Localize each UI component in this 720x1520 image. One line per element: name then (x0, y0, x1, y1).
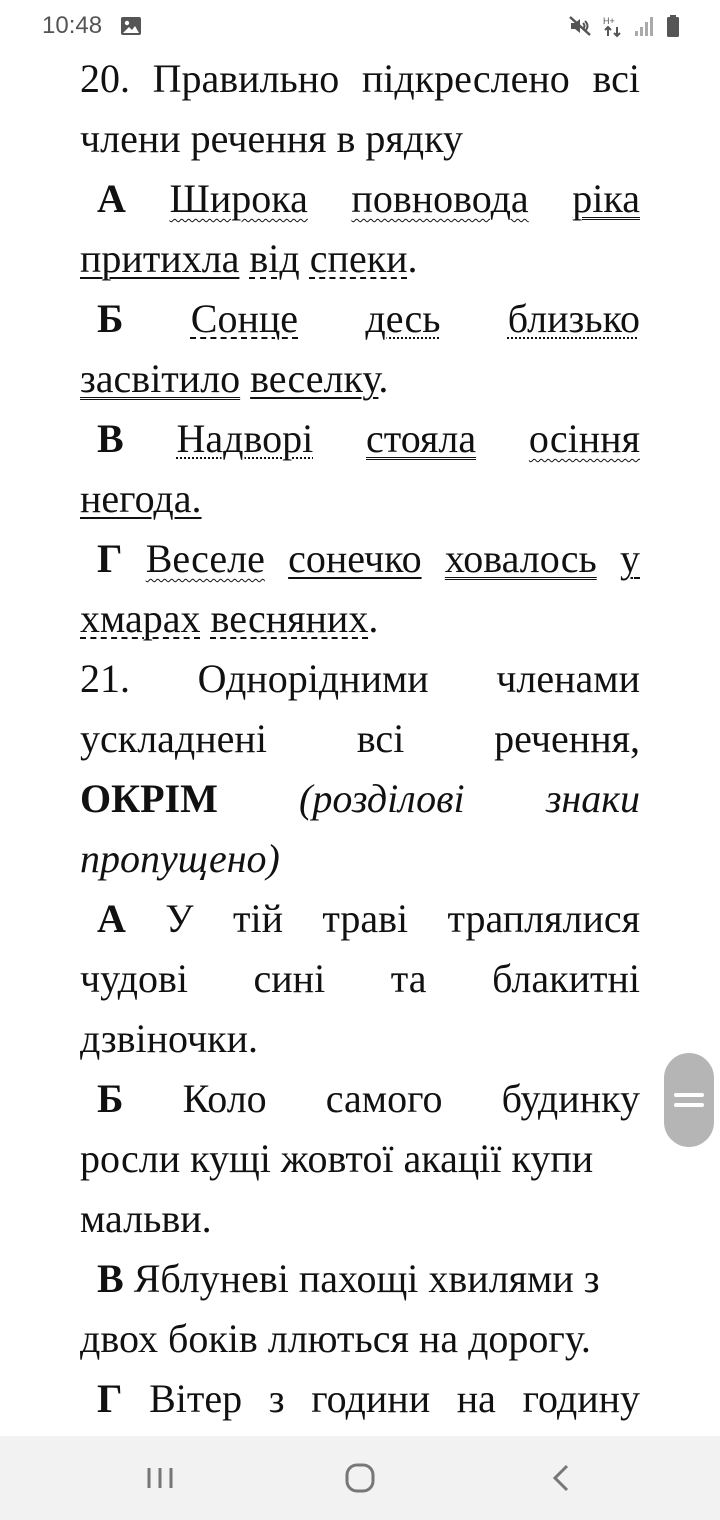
option-letter: В (97, 416, 124, 461)
q20-line-2: члени речення в рядку (80, 116, 463, 161)
q20-option-v: В Надворі стояла осіння (80, 409, 640, 469)
option-letter: Г (97, 536, 123, 581)
document-page (80, 49, 640, 1429)
option-letter: В (97, 1256, 124, 1301)
q21-line-3: ОКРІМ (розділові знаки (80, 776, 640, 821)
q20-option-a-cont: притихла від спеки. (80, 236, 418, 281)
q21-line-4: пропущено) (80, 836, 280, 881)
q20-option-a: А Широка повновода ріка (80, 169, 640, 229)
battery-icon (666, 14, 680, 38)
option-letter: Б (97, 296, 124, 341)
q21-option-b: Б Коло самого будинку (80, 1069, 640, 1129)
q21-option-v-cont: двох боків ллються на дорогу. (80, 1316, 591, 1361)
q20-option-g: Г Веселе сонечко ховалось у (80, 529, 640, 589)
q21-option-b-cont-2: мальви. (80, 1196, 212, 1241)
q21-option-a-cont-1: чудові сині та блакитні (80, 956, 640, 1001)
q21-line-2: ускладнені всі речення, (80, 716, 640, 761)
scroll-handle-grip (674, 1093, 704, 1097)
back-icon[interactable] (542, 1458, 582, 1498)
option-letter: Б (97, 1076, 124, 1121)
scroll-handle[interactable] (664, 1053, 714, 1147)
option-letter: А (97, 896, 126, 941)
status-time: 10:48 (42, 12, 103, 39)
q20-option-v-cont: негода. (80, 476, 202, 521)
gallery-icon (120, 16, 142, 41)
q21-option-a: А У тій траві траплялися (80, 889, 640, 949)
q20-option-b-cont: засвітило веселку. (80, 356, 389, 401)
mute-icon (568, 14, 592, 38)
navigation-bar (0, 1436, 720, 1520)
q20-option-b: Б Сонце десь близько (80, 289, 640, 349)
status-icons (562, 14, 680, 40)
q21-option-v: В Яблуневі пахощі хвилями з (97, 1256, 600, 1301)
option-letter: Г (97, 1376, 123, 1421)
data-arrows-icon (602, 14, 624, 38)
home-icon[interactable] (340, 1458, 380, 1498)
signal-icon (634, 15, 656, 37)
q21-option-g: Г Вітер з години на годину (80, 1369, 640, 1429)
q21-line-1: 21. Однорідними членами (80, 656, 640, 701)
q20-option-g-cont: хмарах весняних. (80, 596, 379, 641)
q21-option-b-cont-1: росли кущі жовтої акації купи (80, 1136, 594, 1181)
option-letter: А (97, 176, 126, 221)
recent-apps-icon[interactable] (140, 1458, 180, 1498)
q20-line-1: 20. Правильно підкреслено всі (80, 56, 640, 101)
q21-option-a-cont-2: дзвіночки. (80, 1016, 258, 1061)
status-bar (0, 0, 720, 56)
svg-text:H+: H+ (603, 16, 615, 26)
scroll-handle-grip (674, 1103, 704, 1107)
